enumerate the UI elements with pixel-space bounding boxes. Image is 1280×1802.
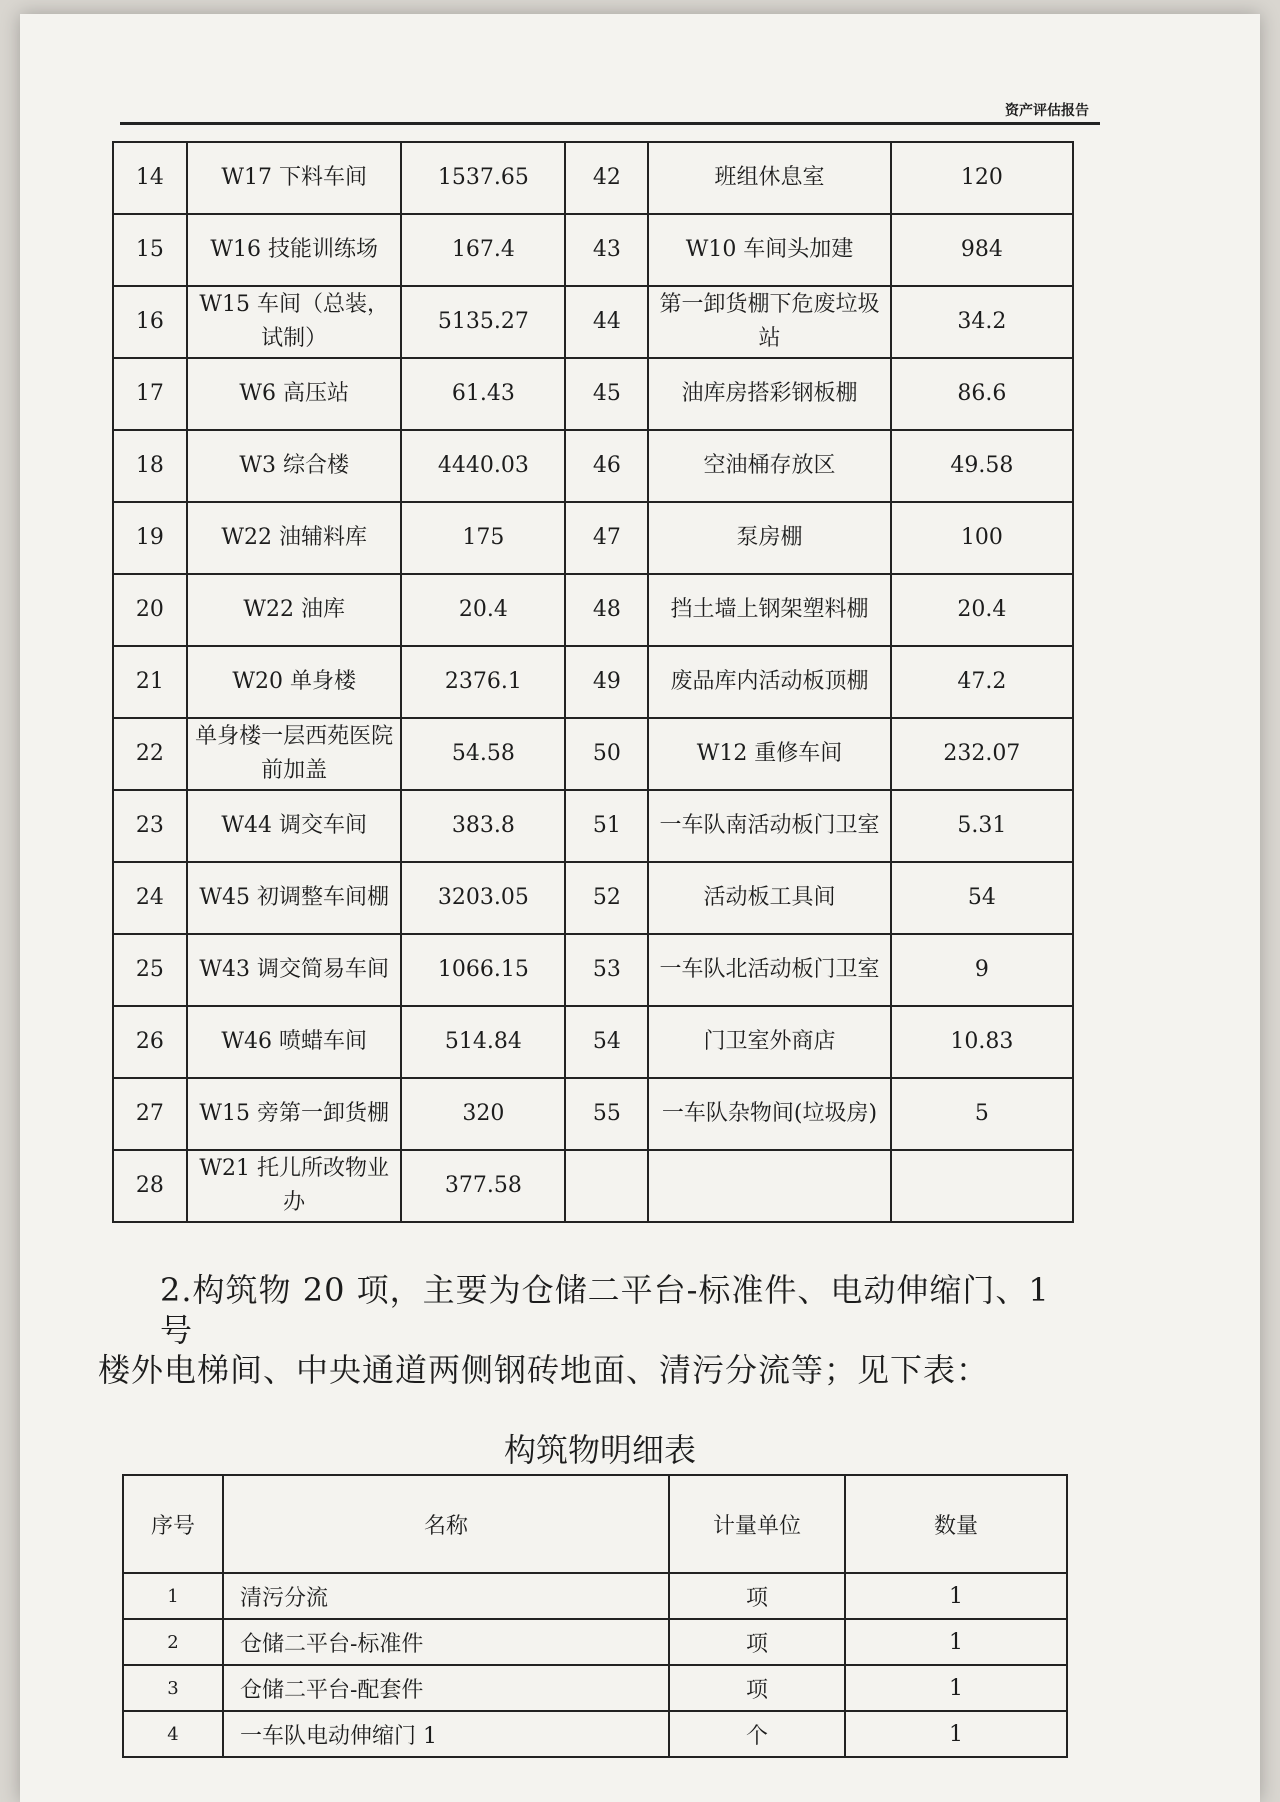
cell-left-name: W22 油库 [187,574,402,646]
cell-right-name: 活动板工具间 [648,862,890,934]
cell-no: 1 [123,1573,223,1619]
cell-left-no: 14 [113,142,187,214]
structures-table-header-row [123,1475,1067,1573]
cell-right-name: 废品库内活动板顶棚 [648,646,890,718]
cell-left-no: 20 [113,574,187,646]
cell-right-no: 47 [565,502,648,574]
table-row [123,1619,1067,1665]
table-row [113,502,1073,574]
cell-right-area: 120 [891,142,1073,214]
structures-table-body [123,1573,1067,1757]
cell-right-no: 45 [565,358,648,430]
cell-left-no: 26 [113,1006,187,1078]
cell-left-area: 3203.05 [401,862,565,934]
header-name: 名称 [223,1475,669,1573]
structures-table-caption: 构筑物明细表 [503,1431,696,1469]
cell-left-no: 16 [113,286,187,358]
cell-left-no: 25 [113,934,187,1006]
cell-left-no: 22 [113,718,187,790]
cell-right-name: 泵房棚 [648,502,890,574]
cell-left-name: W16 技能训练场 [187,214,402,286]
cell-left-area: 2376.1 [401,646,565,718]
cell-left-name: W20 单身楼 [187,646,402,718]
cell-right-area: 54 [891,862,1073,934]
header-qty: 数量 [845,1475,1067,1573]
cell-left-name: W45 初调整车间棚 [187,862,402,934]
cell-right-no: 48 [565,574,648,646]
cell-left-area: 54.58 [401,718,565,790]
cell-left-area: 4440.03 [401,430,565,502]
table-row [113,286,1073,358]
cell-left-name: 单身楼一层西苑医院前加盖 [187,718,402,790]
cell-left-name: W21 托儿所改物业办 [187,1150,402,1222]
cell-left-name: W6 高压站 [187,358,402,430]
cell-unit: 个 [669,1711,845,1757]
cell-right-name: 第一卸货棚下危废垃圾站 [648,286,890,358]
header-no: 序号 [123,1475,223,1573]
cell-left-no: 19 [113,502,187,574]
cell-right-no: 44 [565,286,648,358]
cell-qty: 1 [845,1665,1067,1711]
cell-qty: 1 [845,1619,1067,1665]
cell-right-area: 47.2 [891,646,1073,718]
cell-right-no [565,1150,648,1222]
cell-right-name: 一车队杂物间(垃圾房) [648,1078,890,1150]
table-row [123,1665,1067,1711]
cell-right-name: 空油桶存放区 [648,430,890,502]
table-row [113,646,1073,718]
cell-right-name: 油库房搭彩钢板棚 [648,358,890,430]
cell-right-area: 232.07 [891,718,1073,790]
cell-qty: 1 [845,1711,1067,1757]
cell-left-area: 514.84 [401,1006,565,1078]
cell-right-no: 42 [565,142,648,214]
table-row [123,1711,1067,1757]
cell-right-area: 49.58 [891,430,1073,502]
paragraph-line-2: 楼外电梯间、中央通道两侧钢砖地面、清污分流等；见下表： [98,1351,990,1389]
cell-left-name: W15 旁第一卸货棚 [187,1078,402,1150]
table-row [113,1006,1073,1078]
cell-no: 3 [123,1665,223,1711]
cell-right-no: 46 [565,430,648,502]
report-header-title: 资产评估报告 [1005,103,1089,119]
cell-left-no: 18 [113,430,187,502]
cell-right-name [648,1150,890,1222]
cell-left-area: 20.4 [401,574,565,646]
cell-right-name: 挡土墙上钢架塑料棚 [648,574,890,646]
cell-no: 2 [123,1619,223,1665]
table-row [123,1573,1067,1619]
cell-right-area: 5 [891,1078,1073,1150]
cell-left-area: 175 [401,502,565,574]
table-row [113,142,1073,214]
cell-left-name: W44 调交车间 [187,790,402,862]
cell-left-no: 15 [113,214,187,286]
cell-left-name: W46 喷蜡车间 [187,1006,402,1078]
cell-right-name: 一车队北活动板门卫室 [648,934,890,1006]
cell-left-area: 61.43 [401,358,565,430]
cell-left-no: 23 [113,790,187,862]
table-row [113,214,1073,286]
table-row [113,1150,1073,1222]
cell-left-no: 17 [113,358,187,430]
cell-unit: 项 [669,1619,845,1665]
cell-right-no: 54 [565,1006,648,1078]
structures-table [122,1474,1068,1758]
cell-left-name: W17 下料车间 [187,142,402,214]
table-row [113,1078,1073,1150]
cell-right-area: 20.4 [891,574,1073,646]
cell-right-area: 5.31 [891,790,1073,862]
cell-name: 仓储二平台-配套件 [223,1665,669,1711]
table-row [113,358,1073,430]
cell-left-name: W3 综合楼 [187,430,402,502]
cell-left-area: 320 [401,1078,565,1150]
table-row [113,934,1073,1006]
cell-right-no: 49 [565,646,648,718]
cell-right-no: 43 [565,214,648,286]
cell-right-name: 班组休息室 [648,142,890,214]
cell-name: 清污分流 [223,1573,669,1619]
cell-unit: 项 [669,1573,845,1619]
cell-name: 仓储二平台-标准件 [223,1619,669,1665]
cell-left-area: 167.4 [401,214,565,286]
cell-right-area: 34.2 [891,286,1073,358]
cell-left-no: 27 [113,1078,187,1150]
cell-right-no: 50 [565,718,648,790]
cell-left-area: 1066.15 [401,934,565,1006]
table-row [113,574,1073,646]
cell-right-no: 52 [565,862,648,934]
cell-right-name: W12 重修车间 [648,718,890,790]
header-rule [120,122,1100,125]
cell-right-no: 53 [565,934,648,1006]
cell-left-no: 24 [113,862,187,934]
cell-left-name: W43 调交简易车间 [187,934,402,1006]
buildings-table [112,141,1074,1223]
cell-name: 一车队电动伸缩门 1 [223,1711,669,1757]
cell-right-no: 55 [565,1078,648,1150]
cell-left-name: W15 车间（总装，试制） [187,286,402,358]
cell-right-name: 一车队南活动板门卫室 [648,790,890,862]
cell-unit: 项 [669,1665,845,1711]
cell-left-name: W22 油辅料库 [187,502,402,574]
header-unit: 计量单位 [669,1475,845,1573]
cell-right-area: 10.83 [891,1006,1073,1078]
table-row [113,790,1073,862]
cell-right-area: 9 [891,934,1073,1006]
table-row [113,430,1073,502]
cell-right-area: 984 [891,214,1073,286]
cell-right-name: W10 车间头加建 [648,214,890,286]
cell-left-area: 5135.27 [401,286,565,358]
table-row [113,718,1073,790]
cell-left-no: 21 [113,646,187,718]
paragraph-line-1: 2.构筑物 20 项，主要为仓储二平台-标准件、电动伸缩门、1 号 [160,1271,1050,1349]
buildings-table-body [113,142,1073,1222]
cell-left-area: 1537.65 [401,142,565,214]
cell-right-no: 51 [565,790,648,862]
cell-no: 4 [123,1711,223,1757]
cell-right-area: 86.6 [891,358,1073,430]
cell-left-no: 28 [113,1150,187,1222]
table-row [113,862,1073,934]
cell-left-area: 383.8 [401,790,565,862]
cell-left-area: 377.58 [401,1150,565,1222]
cell-right-name: 门卫室外商店 [648,1006,890,1078]
cell-right-area [891,1150,1073,1222]
cell-right-area: 100 [891,502,1073,574]
cell-qty: 1 [845,1573,1067,1619]
